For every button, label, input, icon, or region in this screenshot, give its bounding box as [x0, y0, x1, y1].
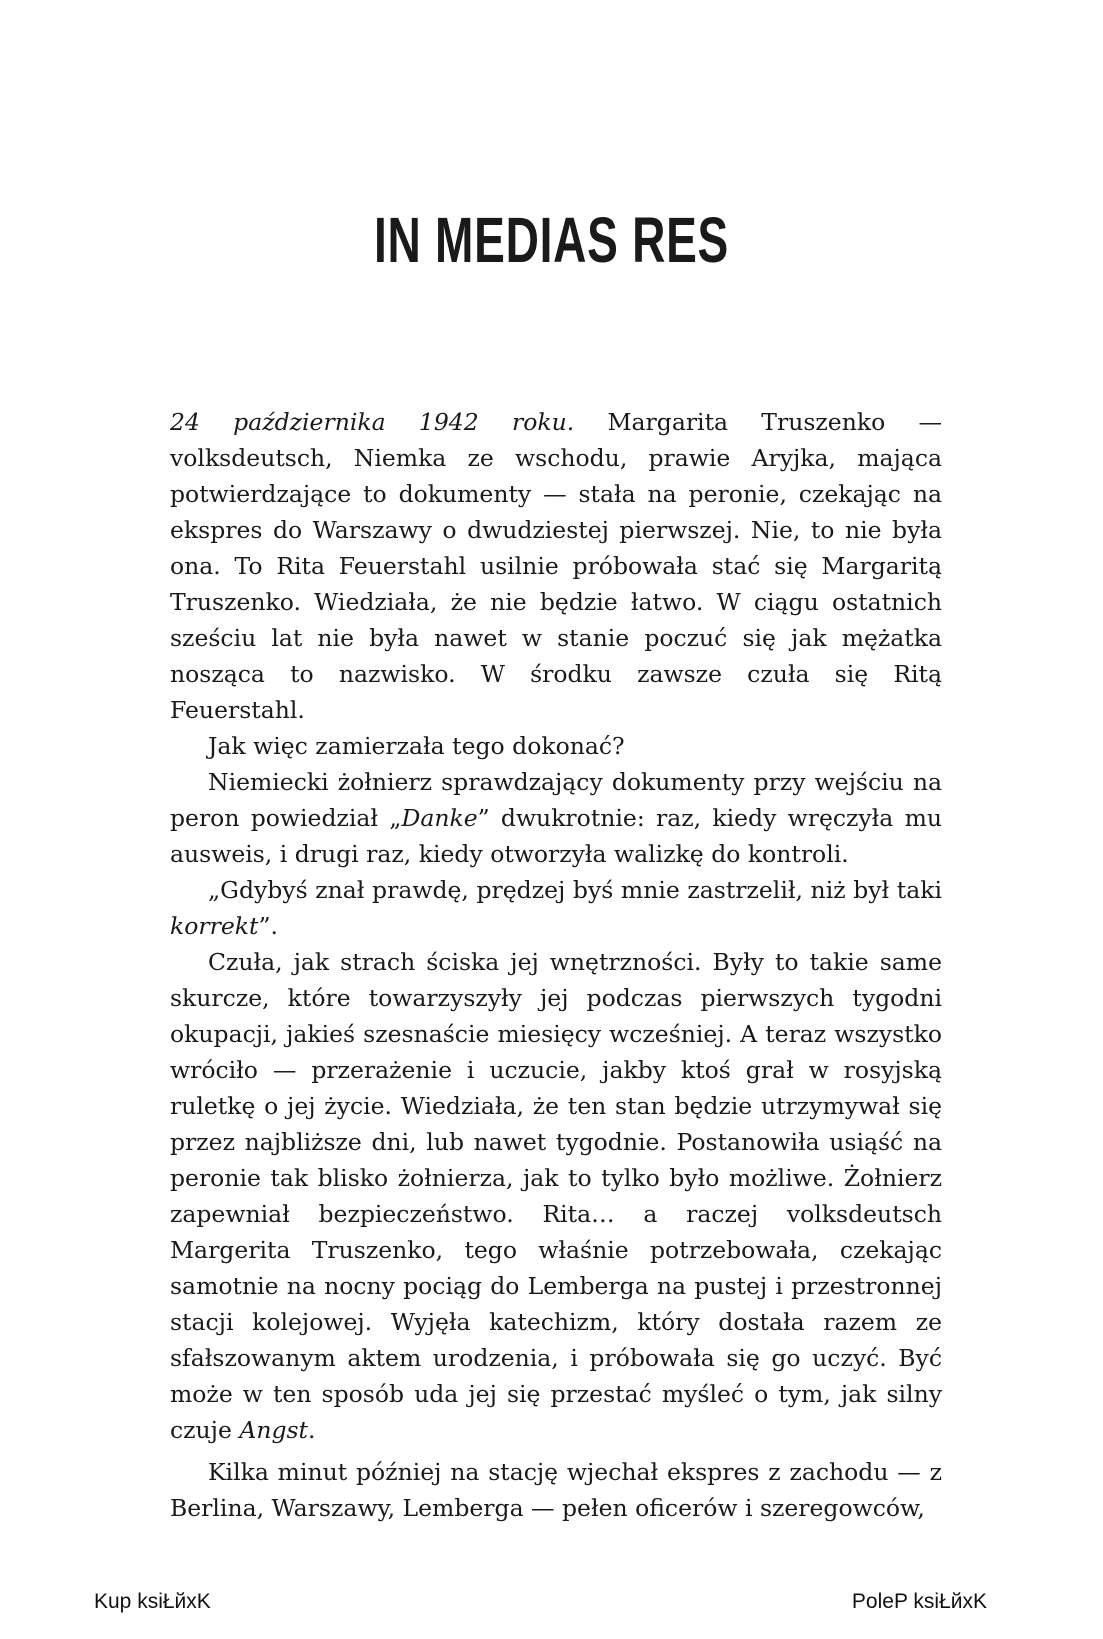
paragraph-4 [170, 872, 942, 944]
recommend-book-link[interactable]: PoleP ksiŁйхK [851, 1590, 987, 1613]
paragraph-4-text-b: ”. [258, 912, 278, 940]
buy-book-link[interactable]: Kup ksiŁйхK [94, 1590, 211, 1613]
paragraph-5-text-b: . [308, 1416, 316, 1444]
paragraph-4-text-a: „Gdybyś znał prawdę, prędzej byś mnie zastrzelił, niż był taki [208, 876, 942, 904]
paragraph-1-text: Margarita Truszenko — volksdeutsch, Niemka ze wschodu, prawie Aryjka, mająca potwierdzające to dokumenty — stała na peronie, czekając na ekspres do Warszawy o dwudziestej pierwszej. Nie, to nie była ona. To Rita Feuerstahl usilnie próbowała stać się Margaritą Truszenko. Wiedziała, że nie będzie łatwo. W ciągu ostatnich sześciu lat nie była nawet w stanie poczuć się jak mężatka nosząca to nazwisko. W środku zawsze czuła się Ritą Feuerstahl. [170, 408, 942, 724]
chapter-title: IN MEDIAS RES [373, 204, 730, 276]
paragraph-5-text-a: Czuła, jak strach ściska jej wnętrzności. Były to takie same skurcze, które towarzyszyły jej podczas pierwszych tygodni okupacji, jakieś szesnaście miesięcy wcześniej. A teraz wszystko wróciło — przerażenie i uczucie, jakby ktoś grał w rosyjską ruletkę o jej życie. Wiedziała, że ten stan będzie utrzymywał się przez najbliższe dni, lub nawet tygodnie. Postanowiła usiąść na peronie tak blisko żołnierza, jak to tylko było możliwe. Żołnierz zapewniał bezpieczeństwo. Rita… a raczej volksdeutsch Margerita Truszenko, tego właśnie potrzebowała, czekając samotnie na nocny pociąg do Lemberga na pustej i przestronnej stacji kolejowej. Wyjęła katechizm, który dostała razem ze sfałszowanym aktem urodzenia, i próbowała się go uczyć. Być może w ten sposób uda jej się przestać myśleć o tym, jak silny czuje [170, 948, 942, 1444]
paragraph-6: Kilka minut później na stację wjechał ekspres z zachodu — z Berlina, Warszawy, Lemberga — pełen oficerów i szeregowców, [170, 1458, 942, 1522]
paragraph-3-text-a: Niemiecki żołnierz sprawdzający dokumenty przy wejściu na peron powiedział „ [170, 768, 942, 832]
paragraph-3-emphasis: Danke [401, 804, 478, 832]
paragraph-5 [170, 944, 942, 1448]
date-heading: 24 października 1942 roku. [170, 408, 575, 436]
paragraph-3-text-b: ” dwukrotnie: raz, kiedy wręczyła mu ausweis, i drugi raz, kiedy otworzyła walizkę do kontroli. [170, 804, 942, 868]
paragraph-1 [170, 404, 942, 728]
paragraph-4-emphasis: korrekt [170, 912, 259, 940]
paragraph-5-emphasis: Angst [239, 1416, 308, 1444]
chapter-body [170, 404, 942, 1526]
paragraph-3 [170, 764, 942, 872]
paragraph-2: Jak więc zamierzała tego dokonać? [208, 732, 625, 760]
